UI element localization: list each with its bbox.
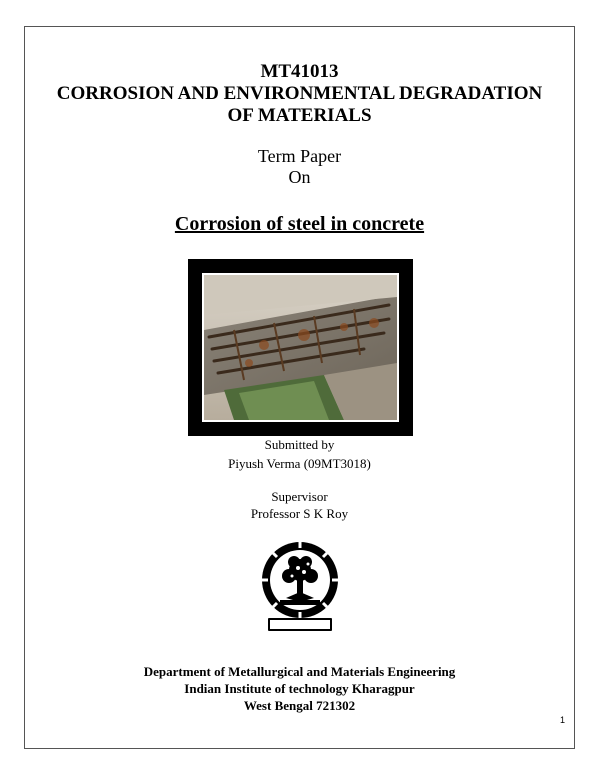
supervisor-label: Supervisor [271, 489, 328, 504]
document-type: Term Paper [257, 146, 342, 166]
corroded-slab-image [202, 273, 399, 422]
course-code: MT41013 [260, 61, 339, 82]
connector-text: On [288, 167, 311, 187]
cover-photo [188, 259, 413, 436]
paper-topic: Corrosion of steel in concrete [174, 213, 425, 235]
institute-address: West Bengal 721302 [243, 698, 356, 713]
department-name: Department of Metallurgical and Materials Engineering [143, 664, 456, 679]
page-number: 1 [560, 715, 566, 725]
supervisor-name: Professor S K Roy [250, 506, 349, 521]
course-title-line1: CORROSION AND ENVIRONMENTAL DEGRADATION [56, 83, 543, 104]
author-name: Piyush Verma (09MT3018) [228, 456, 371, 471]
institute-name: Indian Institute of technology Kharagpur [184, 681, 415, 696]
iit-kharagpur-logo [258, 540, 342, 632]
submitted-by-label: Submitted by [264, 437, 335, 452]
course-title-line2: OF MATERIALS [227, 105, 372, 126]
